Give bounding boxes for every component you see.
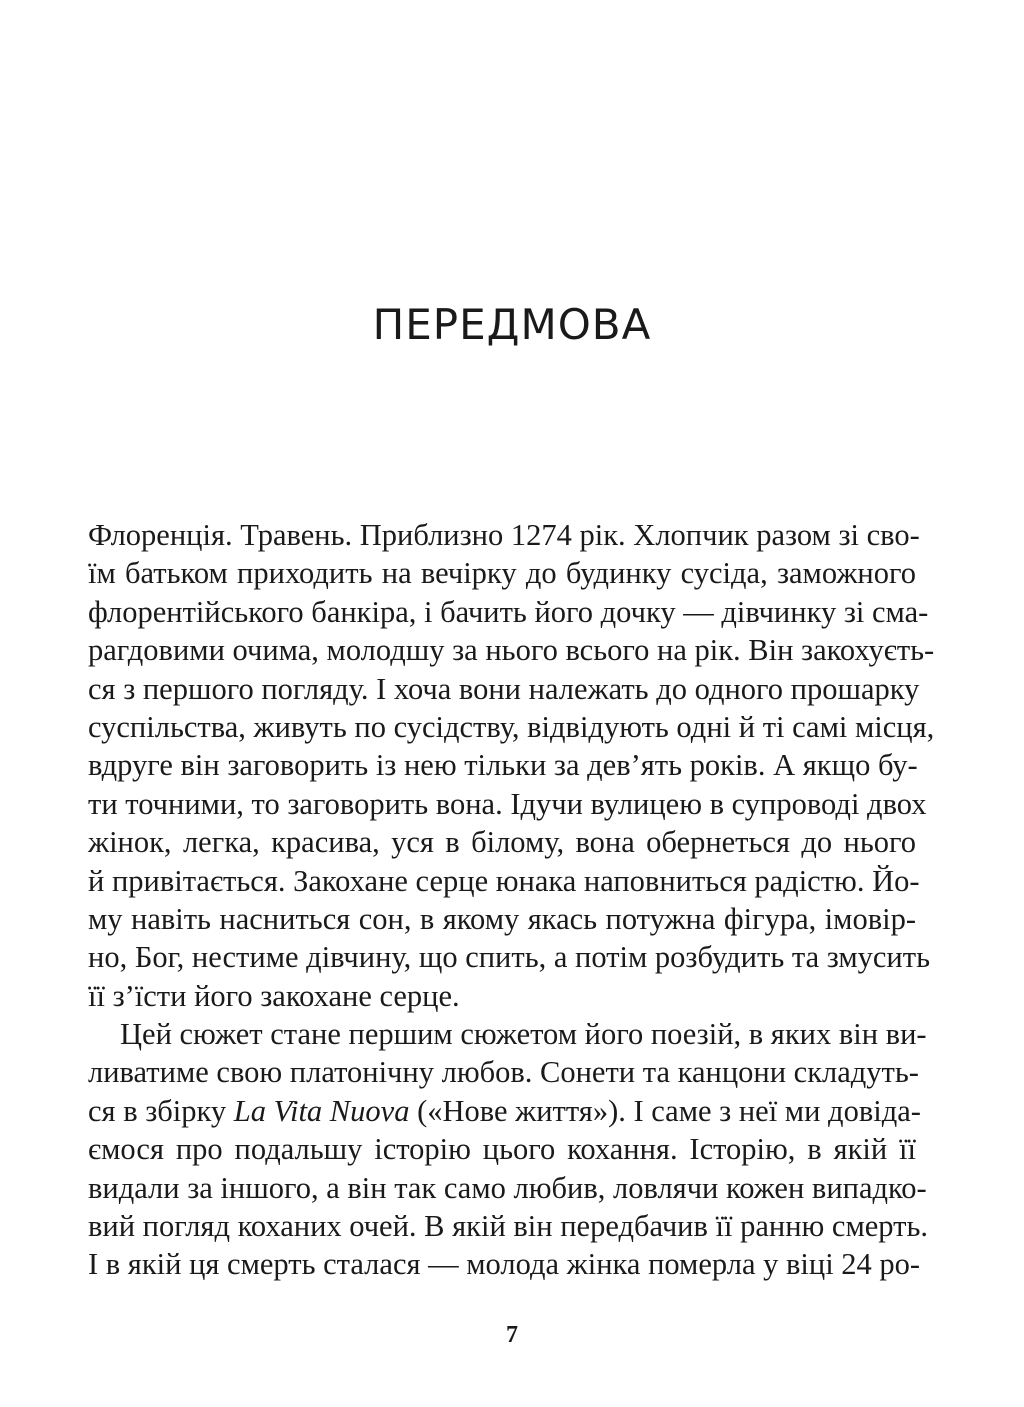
text-line: Флоренція. Травень. Приблизно 1274 рік. Хлопчик разом зі сво- [88,518,920,552]
text-fragment: ся в збірку [88,1093,234,1128]
text-line: вдруге він заговорить із нею тільки за дев’ять років. А якщо бу- [88,748,918,783]
text-line: му навіть насниться сон, в якому якась потужна фігура, імовір- [88,901,916,936]
text-line: жінок, легка, красива, уся в білому, вона обернеться до нього [88,825,916,860]
text-line: її з’їсти його закохане серце. [88,978,460,1013]
text-line: ємося про подальшу історію цього кохання. Історію, в якій її [88,1132,916,1167]
text-line: І в якій ця смерть сталася — молода жінка померла у віці 24 ро- [88,1247,921,1282]
chapter-title: ПЕРЕДМОВА [372,300,652,349]
text-line: рагдовими очима, молодшу за нього всього на рік. Він закохуєть- [88,633,935,668]
paragraph-1 [88,516,935,1015]
text-line: Цей сюжет стане першим сюжетом його поезій, в яких він ви- [120,1017,927,1052]
text-line: й привітається. Закохане серце юнака наповниться радістю. Йо- [88,863,920,898]
text-line: флорентійського банкіра, і бачить його дочку — дівчинку зі сма- [88,594,929,629]
text-line: вий погляд коханих очей. В якій він передбачив її ранню смерть. [88,1209,929,1244]
text-line [88,1092,921,1130]
text-fragment: («Нове життя»). І саме з неї ми довіда- [409,1093,921,1128]
paragraph-2 [88,1015,929,1284]
text-line: їм батьком приходить на вечірку до будинку сусіда, заможного [88,556,916,591]
body-text [88,516,935,1284]
text-line: суспільства, живуть по сусідству, відвідують одні й ті самі місця, [88,709,935,744]
text-line: ливатиме свою платонічну любов. Сонети та канцони складуть- [88,1055,919,1090]
text-line: ти точними, то заговорить вона. Ідучи вулицею в супроводі двох [88,786,927,821]
page-number: 7 [506,1322,518,1348]
text-line: ся з першого погляду. І хоча вони належать до одного прошарку [88,671,920,706]
text-line: видали за іншого, а він так само любив, ловлячи кожен випадко- [88,1170,927,1205]
text-line: но, Бог, нестиме дівчину, що спить, а потім розбудить та змусить [88,940,930,975]
book-title-italic: La Vita Nuova [233,1093,410,1128]
